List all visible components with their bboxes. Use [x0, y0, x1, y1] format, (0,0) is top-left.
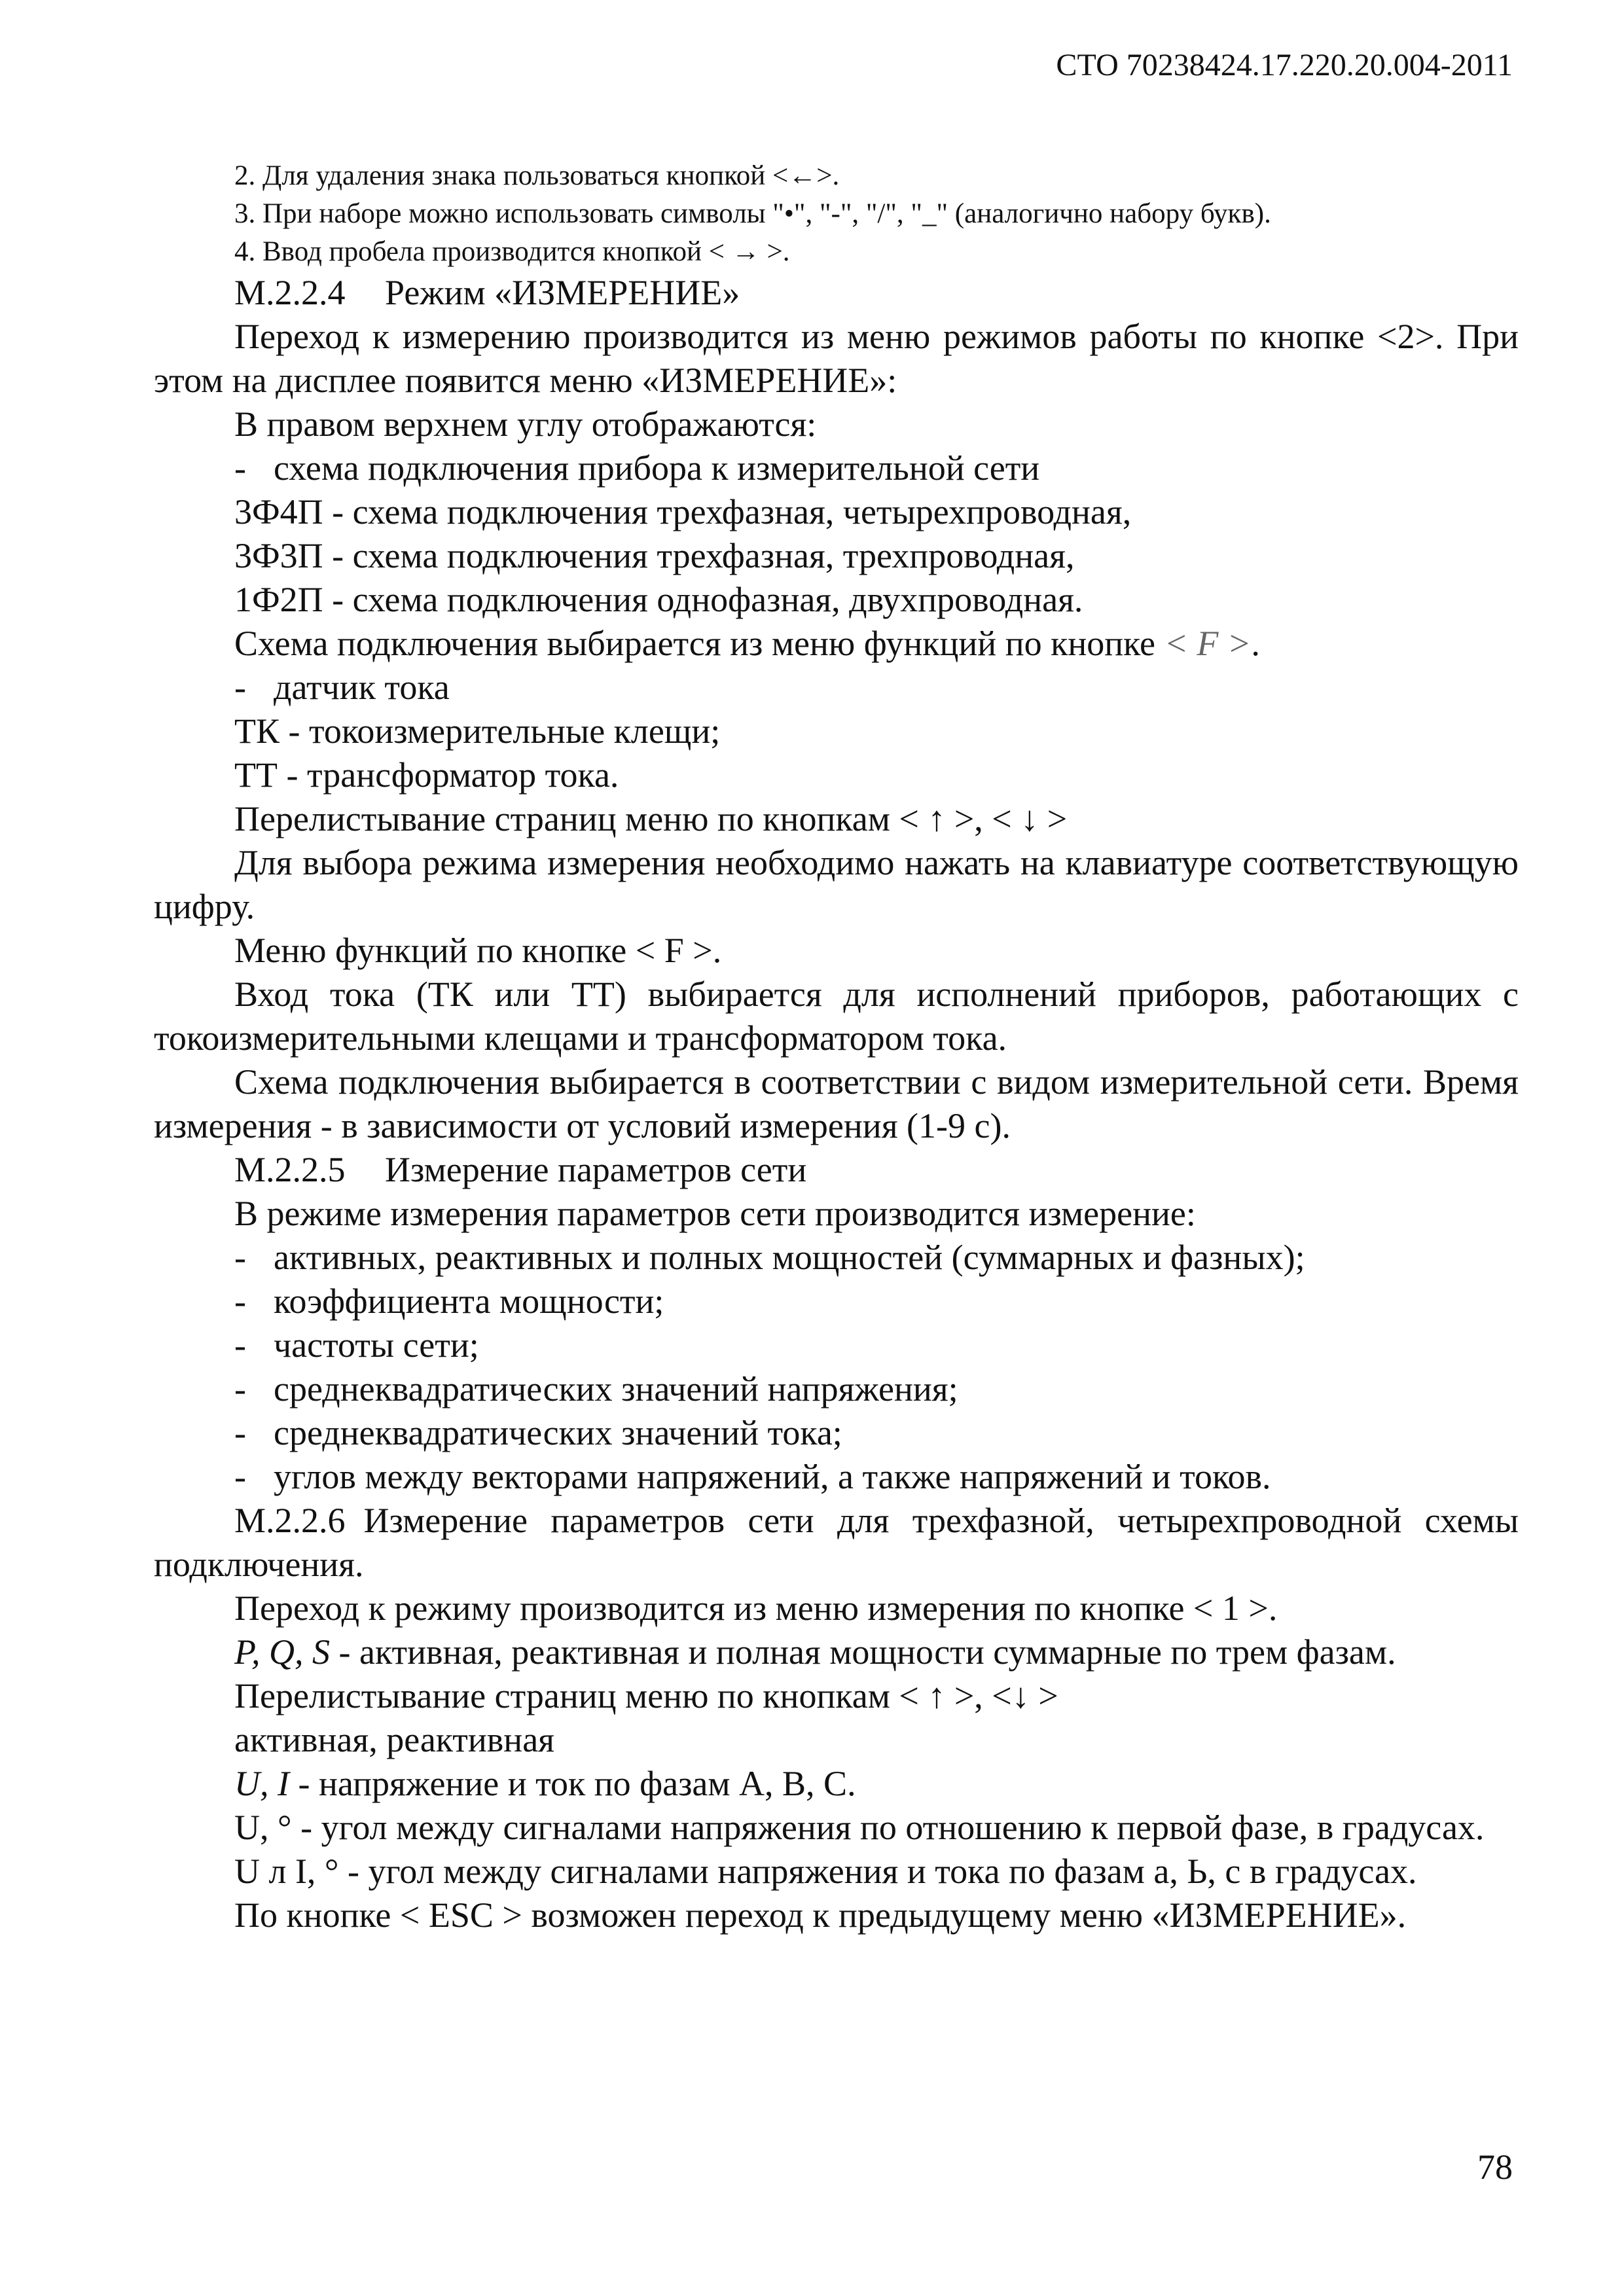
list-item: - коэффициента мощности;	[154, 1280, 1519, 1323]
section-number: М.2.2.5	[234, 1150, 346, 1189]
paragraph: Перелистывание страниц меню по кнопкам < ↑ >, < ↓ >	[234, 799, 1068, 838]
paragraph: 3Ф3П - схема подключения трехфазная, трехпроводная,	[234, 536, 1075, 575]
section-title: Измерение параметров сети	[385, 1150, 807, 1189]
paragraph: Схема подключения выбирается в соответствии с видом измерительной сети. Время измерения - в зависимости от условий измерения (1-9 с).	[154, 1062, 1519, 1145]
list-item: - активных, реактивных и полных мощностей (суммарных и фазных);	[154, 1236, 1519, 1280]
paragraph-text: Схема подключения выбирается из меню функций по кнопке	[234, 624, 1164, 663]
paragraph: активная, реактивная	[234, 1720, 555, 1759]
list-item-text: схема подключения прибора к измерительной сети	[274, 448, 1040, 488]
section-title: Режим «ИЗМЕРЕНИЕ»	[385, 273, 740, 312]
section-heading-m224	[154, 271, 1519, 315]
section-title: Измерение параметров сети для трехфазной, четырехпроводной схемы подключения.	[154, 1501, 1519, 1584]
note-item: 2. Для удаления знака пользоваться кнопкой <←>.	[234, 160, 840, 191]
list-item-text: среднеквадратических значений тока;	[274, 1413, 842, 1452]
section-heading-m226	[154, 1499, 1519, 1587]
page-body	[154, 157, 1519, 1937]
symbol-text: U, I	[234, 1764, 289, 1803]
symbol-text: P, Q, S	[234, 1632, 331, 1672]
paragraph: U л I, ° - угол между сигналами напряжения и тока по фазам а, Ь, с в градусах.	[234, 1852, 1417, 1891]
paragraph-text: .	[1251, 624, 1260, 663]
list-item: - схема подключения прибора к измерительной сети	[154, 446, 1519, 490]
page-number: 78	[1477, 2147, 1513, 2187]
paragraph-text: - напряжение и ток по фазам А, В, С.	[289, 1764, 856, 1803]
list-item: - частоты сети;	[154, 1323, 1519, 1367]
list-item-text: углов между векторами напряжений, а также напряжений и токов.	[274, 1457, 1271, 1496]
list-item: - среднеквадратических значений тока;	[154, 1411, 1519, 1455]
key-reference: < F >	[1164, 624, 1252, 663]
paragraph: ТТ - трансформатор тока.	[234, 755, 619, 795]
paragraph-text: - активная, реактивная и полная мощности суммарные по трем фазам.	[330, 1632, 1396, 1672]
paragraph: Меню функций по кнопке < F >.	[234, 931, 722, 970]
section-number: М.2.2.4	[234, 273, 346, 312]
paragraph: U, ° - угол между сигналами напряжения по отношению к первой фазе, в градусах.	[234, 1808, 1485, 1847]
paragraph: Для выбора режима измерения необходимо нажать на клавиатуре соответствующую цифру.	[154, 843, 1519, 926]
section-heading-m225	[154, 1148, 1519, 1192]
paragraph: По кнопке < ESC > возможен переход к предыдущему меню «ИЗМЕРЕНИЕ».	[234, 1895, 1407, 1935]
paragraph: В правом верхнем углу отображаются:	[234, 404, 817, 444]
paragraph	[154, 622, 1519, 666]
list-item: - датчик тока	[154, 666, 1519, 709]
paragraph: 3Ф4П - схема подключения трехфазная, четырехпроводная,	[234, 492, 1132, 531]
paragraph: В режиме измерения параметров сети производится измерение:	[234, 1194, 1196, 1233]
list-item-text: частоты сети;	[274, 1325, 479, 1365]
note-item: 4. Ввод пробела производится кнопкой < → >.	[234, 236, 790, 267]
paragraph	[154, 1630, 1519, 1674]
paragraph: Перелистывание страниц меню по кнопкам < ↑ >, <↓ >	[234, 1676, 1058, 1715]
paragraph: 1Ф2П - схема подключения однофазная, двухпроводная.	[234, 580, 1083, 619]
list-item-text: коэффициента мощности;	[274, 1282, 664, 1321]
list-item-text: активных, реактивных и полных мощностей (суммарных и фазных);	[274, 1238, 1305, 1277]
paragraph: Переход к измерению производится из меню режимов работы по кнопке <2>. При этом на дисплее появится меню «ИЗМЕРЕНИЕ»:	[154, 317, 1519, 400]
paragraph: Переход к режиму производится из меню измерения по кнопке < 1 >.	[234, 1588, 1278, 1628]
list-item-text: среднеквадратических значений напряжения;	[274, 1369, 958, 1408]
list-item-text: датчик тока	[274, 668, 450, 707]
paragraph	[154, 1762, 1519, 1806]
list-item: - углов между векторами напряжений, а также напряжений и токов.	[154, 1455, 1519, 1499]
note-item: 3. При наборе можно использовать символы "•", "-", "/", "_" (аналогично набору букв).	[234, 198, 1271, 229]
paragraph: Вход тока (ТК или ТТ) выбирается для исполнений приборов, работающих с токоизмерительными клещами и трансформатором тока.	[154, 975, 1519, 1058]
section-number: М.2.2.6	[234, 1501, 346, 1540]
document-code-header: СТО 70238424.17.220.20.004-2011	[1056, 48, 1513, 82]
list-item: - среднеквадратических значений напряжения;	[154, 1367, 1519, 1411]
paragraph: ТК - токоизмерительные клещи;	[234, 711, 721, 751]
